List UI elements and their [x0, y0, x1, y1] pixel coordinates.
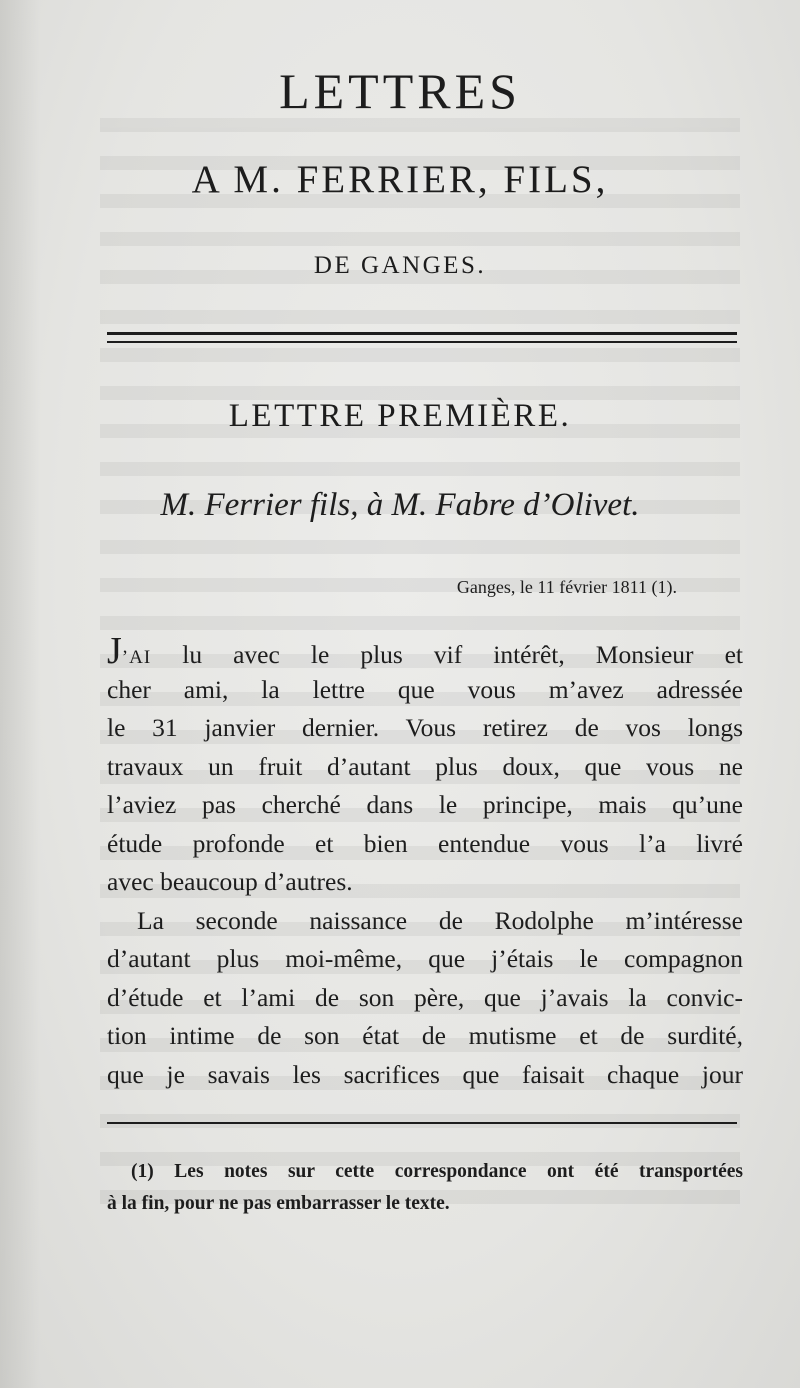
letter-body [107, 632, 743, 1094]
footnote [107, 1156, 743, 1220]
letter-dateline: Ganges, le 11 février 1811 (1). [456, 577, 677, 597]
body-line-text: lu avec le plus vif intérêt, Monsieur et [151, 640, 743, 669]
drop-initial: J [107, 630, 122, 672]
body-line: La seconde naissance de Rodolphe m’intéresse [137, 905, 743, 935]
body-line: étude profonde et bien entendue vous l’a livré [107, 828, 743, 858]
double-rule-top [107, 332, 737, 335]
body-line: tion intime de son état de mutisme et de surdité, [107, 1021, 743, 1050]
footnote-line: à la fin, pour ne pas embarrasser le texte. [107, 1193, 450, 1214]
footnote-line: (1) Les notes sur cette correspondance ont été transportées [131, 1161, 743, 1182]
book-title: LETTRES [279, 63, 521, 119]
book-subtitle: A M. FERRIER, FILS, [191, 158, 609, 201]
body-line: cher ami, la lettre que vous m’avez adressée [107, 674, 743, 704]
body-line [107, 632, 743, 671]
body-line: que je savais les sacrifices que faisait chaque jour [107, 1059, 743, 1089]
drop-smallcaps: ’AI [121, 647, 152, 668]
body-line: d’étude et l’ami de son père, que j’avais la convic- [107, 982, 743, 1012]
body-line: le 31 janvier dernier. Vous retirez de vos longs [107, 713, 743, 742]
body-line: d’autant plus moi-même, que j’étais le compagnon [107, 944, 743, 973]
double-rule-bottom [107, 341, 737, 343]
body-line: l’aviez pas cherché dans le principe, mais qu’une [107, 790, 743, 819]
body-line: avec beaucoup d’autres. [107, 867, 353, 896]
letter-heading: LETTRE PREMIÈRE. [228, 398, 572, 434]
footnote-rule [107, 1122, 737, 1124]
body-line: travaux un fruit d’autant plus doux, que vous ne [107, 751, 743, 781]
book-subtitle-origin: DE GANGES. [313, 252, 487, 279]
letter-correspondents: M. Ferrier fils, à M. Fabre d’Olivet. [160, 487, 640, 523]
